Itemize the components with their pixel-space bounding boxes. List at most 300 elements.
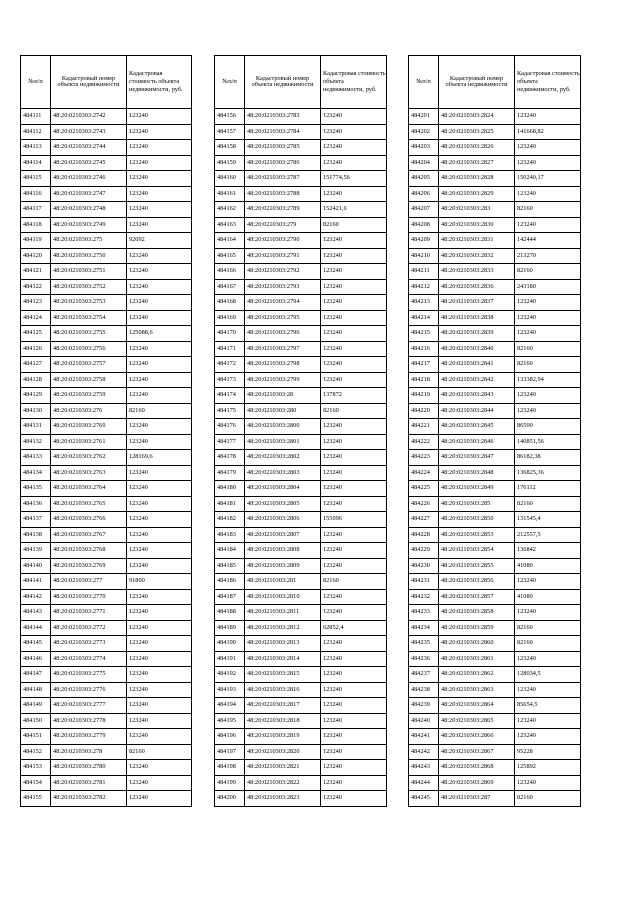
cadastral-number: 48:20:0210303:2807 [245,527,321,543]
cadastral-value: 86182,38 [515,450,581,466]
table-row [21,140,192,156]
table-row [215,543,387,559]
cadastral-value: 123240 [127,310,192,326]
cadastral-value: 123240 [127,775,192,791]
row-number: 484116 [21,186,51,202]
table-row [21,109,192,125]
table-header-row [409,56,581,109]
cadastral-number: 48:20:0210303:2742 [51,109,127,125]
cadastral-value: 82160 [515,496,581,512]
cadastral-number: 48:20:0210303:2785 [245,140,321,156]
row-number: 484170 [215,326,245,342]
cadastral-value: 123240 [515,388,581,404]
table-row [215,248,387,264]
cadastral-number: 48:20:0210303:28 [245,388,321,404]
cadastral-value: 133382,94 [515,372,581,388]
cadastral-value: 123240 [127,558,192,574]
cadastral-number: 48:20:0210303:2769 [51,558,127,574]
table-row [21,372,192,388]
cadastral-number: 48:20:0210303:2836 [439,279,515,295]
cadastral-number: 48:20:0210303:2855 [439,558,515,574]
cadastral-value: 123240 [321,140,387,156]
row-number: 484182 [215,512,245,528]
cadastral-value: 123240 [321,310,387,326]
cadastral-value: 123240 [515,310,581,326]
table-row [215,341,387,357]
row-number: 484197 [215,744,245,760]
table-row [215,155,387,171]
table-row [409,760,581,776]
table-row [21,248,192,264]
cadastral-value: 41080 [515,558,581,574]
table-row [21,171,192,187]
cadastral-number: 48:20:0210303:2858 [439,605,515,621]
cadastral-value: 123240 [127,636,192,652]
table-row [215,217,387,233]
cadastral-number: 48:20:0210303:281 [245,574,321,590]
cadastral-value: 150240,17 [515,171,581,187]
table-row [409,527,581,543]
cadastral-value: 123240 [321,713,387,729]
cadastral-value: 82160 [515,264,581,280]
cadastral-value: 123240 [321,667,387,683]
cadastral-number: 48:20:0210303:2841 [439,357,515,373]
row-number: 484198 [215,760,245,776]
table-row [409,419,581,435]
cadastral-value: 123240 [321,465,387,481]
table-row [21,496,192,512]
cadastral-value: 123240 [515,295,581,311]
cadastral-number: 48:20:0210303:2813 [245,636,321,652]
table-row [409,543,581,559]
row-number: 484124 [21,310,51,326]
header-cadastral-value: Кадастровая стоимость объекта недвижимости, руб. [127,56,192,109]
table-row [21,636,192,652]
cadastral-value: 123240 [127,791,192,807]
row-number: 484202 [409,124,439,140]
table-row [215,651,387,667]
table-row [409,682,581,698]
row-number: 484154 [21,775,51,791]
table-row [215,589,387,605]
row-number: 484137 [21,512,51,528]
cadastral-value: 82160 [515,636,581,652]
row-number: 484157 [215,124,245,140]
row-number: 484171 [215,341,245,357]
cadastral-value: 212557,5 [515,527,581,543]
cadastral-value: 123240 [321,527,387,543]
table-row [409,217,581,233]
cadastral-value: 82160 [515,620,581,636]
row-number: 484190 [215,636,245,652]
cadastral-value: 123240 [515,682,581,698]
cadastral-value: 82160 [127,744,192,760]
cadastral-number: 48:20:0210303:2811 [245,605,321,621]
table-row [409,791,581,807]
cadastral-number: 48:20:0210303:2784 [245,124,321,140]
row-number: 484192 [215,667,245,683]
cadastral-table-1 [20,55,192,807]
table-row [21,527,192,543]
row-number: 484111 [21,109,51,125]
cadastral-number: 48:20:0210303:2752 [51,279,127,295]
cadastral-value: 92092 [127,233,192,249]
cadastral-value: 123240 [127,372,192,388]
row-number: 484239 [409,698,439,714]
row-number: 484115 [21,171,51,187]
cadastral-value: 82160 [515,791,581,807]
table-row [409,512,581,528]
cadastral-value: 123240 [321,419,387,435]
row-number: 484238 [409,682,439,698]
table-row [21,605,192,621]
table-row [215,388,387,404]
cadastral-number: 48:20:0210303:2804 [245,481,321,497]
cadastral-number: 48:20:0210303:2772 [51,620,127,636]
cadastral-value: 243180 [515,279,581,295]
cadastral-number: 48:20:0210303:2764 [51,481,127,497]
row-number: 484129 [21,388,51,404]
table-row [215,109,387,125]
table-row [215,233,387,249]
header-cadastral-value: Кадастровая стоимость объекта недвижимости, руб. [515,56,581,109]
cadastral-number: 48:20:0210303:2759 [51,388,127,404]
cadastral-number: 48:20:0210303:2767 [51,527,127,543]
row-number: 484228 [409,527,439,543]
table-row [21,124,192,140]
row-number: 484127 [21,357,51,373]
cadastral-value: 123240 [127,124,192,140]
header-cadastral-number: Кадастровый номер объекта недвижимости [439,56,515,109]
cadastral-number: 48:20:0210303:2796 [245,326,321,342]
row-number: 484224 [409,465,439,481]
cadastral-number: 48:20:0210303:2831 [439,233,515,249]
cadastral-value: 123240 [321,233,387,249]
table-row [215,202,387,218]
cadastral-number: 48:20:0210303:2800 [245,419,321,435]
row-number: 484205 [409,171,439,187]
table-row [409,775,581,791]
table-row [215,279,387,295]
cadastral-number: 48:20:0210303:2816 [245,682,321,698]
table-row [215,186,387,202]
cadastral-number: 48:20:0210303:2838 [439,310,515,326]
table-row [409,744,581,760]
cadastral-value: 82160 [515,202,581,218]
row-number: 484147 [21,667,51,683]
table-row [409,496,581,512]
table-row [409,450,581,466]
cadastral-value: 125892 [515,760,581,776]
table-row [21,295,192,311]
cadastral-value: 123240 [127,279,192,295]
table-row [409,372,581,388]
table-row [409,636,581,652]
row-number: 484168 [215,295,245,311]
cadastral-value: 151774,56 [321,171,387,187]
row-number: 484222 [409,434,439,450]
cadastral-value: 82160 [321,574,387,590]
cadastral-number: 48:20:0210303:2832 [439,248,515,264]
row-number: 484122 [21,279,51,295]
cadastral-number: 48:20:0210303:2820 [245,744,321,760]
row-number: 484236 [409,651,439,667]
row-number: 484179 [215,465,245,481]
cadastral-value: 123240 [127,698,192,714]
table-row [21,186,192,202]
row-number: 484210 [409,248,439,264]
cadastral-value: 213270 [515,248,581,264]
cadastral-number: 48:20:0210303:2864 [439,698,515,714]
cadastral-number: 48:20:0210303:2797 [245,341,321,357]
table-row [215,357,387,373]
cadastral-value: 123240 [127,434,192,450]
row-number: 484141 [21,574,51,590]
row-number: 484211 [409,264,439,280]
cadastral-number: 48:20:0210303:2845 [439,419,515,435]
cadastral-value: 123240 [127,651,192,667]
cadastral-number: 48:20:0210303:2763 [51,465,127,481]
table-header-row [215,56,387,109]
header-cadastral-number: Кадастровый номер объекта недвижимости [51,56,127,109]
cadastral-number: 48:20:0210303:2745 [51,155,127,171]
table-row [215,729,387,745]
row-number: 484142 [21,589,51,605]
cadastral-value: 123240 [321,543,387,559]
row-number: 484240 [409,713,439,729]
cadastral-number: 48:20:0210303:2754 [51,310,127,326]
row-number: 484216 [409,341,439,357]
cadastral-number: 48:20:0210303:278 [51,744,127,760]
cadastral-value: 141668,82 [515,124,581,140]
cadastral-value: 123240 [321,124,387,140]
row-number: 484229 [409,543,439,559]
cadastral-value: 123240 [127,589,192,605]
table-row [21,558,192,574]
cadastral-number: 48:20:0210303:2814 [245,651,321,667]
table-row [409,310,581,326]
cadastral-number: 48:20:0210303:2826 [439,140,515,156]
row-number: 484241 [409,729,439,745]
row-number: 484155 [21,791,51,807]
cadastral-number: 48:20:0210303:2802 [245,450,321,466]
table-row [215,372,387,388]
cadastral-value: 123240 [127,341,192,357]
table-row [215,558,387,574]
cadastral-value: 123240 [321,155,387,171]
row-number: 484151 [21,729,51,745]
cadastral-number: 48:20:0210303:2801 [245,434,321,450]
row-number: 484194 [215,698,245,714]
cadastral-value: 123240 [515,651,581,667]
cadastral-value: 123240 [321,372,387,388]
row-number: 484160 [215,171,245,187]
cadastral-value: 123240 [127,481,192,497]
cadastral-value: 123240 [515,729,581,745]
cadastral-number: 48:20:0210303:2808 [245,543,321,559]
cadastral-value: 123240 [127,186,192,202]
table-row [215,450,387,466]
cadastral-value: 82160 [515,341,581,357]
cadastral-number: 48:20:0210303:2768 [51,543,127,559]
cadastral-table-3 [408,55,581,807]
cadastral-value: 123240 [127,682,192,698]
row-number: 484177 [215,434,245,450]
row-number: 484131 [21,419,51,435]
cadastral-value: 82160 [321,403,387,419]
cadastral-value: 136825,36 [515,465,581,481]
cadastral-number: 48:20:0210303:2805 [245,496,321,512]
row-number: 484117 [21,202,51,218]
cadastral-value: 95228 [515,744,581,760]
cadastral-number: 48:20:0210303:2755 [51,326,127,342]
table-row [409,341,581,357]
table-row [215,636,387,652]
cadastral-number: 48:20:0210303:2821 [245,760,321,776]
row-number: 484186 [215,574,245,590]
table-row [21,682,192,698]
cadastral-value: 123240 [321,760,387,776]
cadastral-value: 123240 [127,760,192,776]
row-number: 484144 [21,620,51,636]
cadastral-value: 123240 [127,202,192,218]
row-number: 484235 [409,636,439,652]
cadastral-number: 48:20:0210303:2744 [51,140,127,156]
table-row [215,698,387,714]
table-row [409,202,581,218]
table-row [215,744,387,760]
table-row [409,171,581,187]
cadastral-value: 123240 [127,713,192,729]
cadastral-number: 48:20:0210303:2799 [245,372,321,388]
cadastral-number: 48:20:0210303:2847 [439,450,515,466]
cadastral-number: 48:20:0210303:2793 [245,279,321,295]
table-row [21,481,192,497]
row-number: 484128 [21,372,51,388]
cadastral-value: 140851,56 [515,434,581,450]
cadastral-number: 48:20:0210303:2865 [439,713,515,729]
row-number: 484200 [215,791,245,807]
cadastral-value: 136842 [515,543,581,559]
table-row [409,264,581,280]
row-number: 484165 [215,248,245,264]
row-number: 484223 [409,450,439,466]
table-row [409,155,581,171]
cadastral-value: 123240 [127,419,192,435]
table-row [21,791,192,807]
row-number: 484209 [409,233,439,249]
cadastral-number: 48:20:0210303:277 [51,574,127,590]
cadastral-value: 82160 [127,403,192,419]
cadastral-number: 48:20:0210303:2779 [51,729,127,745]
cadastral-number: 48:20:0210303:2795 [245,310,321,326]
cadastral-value: 123240 [127,465,192,481]
cadastral-number: 48:20:0210303:2803 [245,465,321,481]
cadastral-number: 48:20:0210303:2790 [245,233,321,249]
cadastral-value: 91800 [127,574,192,590]
cadastral-value: 123240 [515,403,581,419]
table-row [409,124,581,140]
cadastral-number: 48:20:0210303:2815 [245,667,321,683]
row-number: 484173 [215,372,245,388]
cadastral-number: 48:20:0210303:2837 [439,295,515,311]
table-row [409,651,581,667]
cadastral-value: 62852,4 [321,620,387,636]
row-number: 484125 [21,326,51,342]
cadastral-value: 152421,6 [321,202,387,218]
table-row [215,760,387,776]
cadastral-value: 82160 [515,357,581,373]
cadastral-value: 123240 [321,109,387,125]
cadastral-value: 123240 [127,620,192,636]
row-number: 484166 [215,264,245,280]
row-number: 484243 [409,760,439,776]
table-row [21,775,192,791]
table-row [409,186,581,202]
cadastral-value: 176112 [515,481,581,497]
row-number: 484153 [21,760,51,776]
cadastral-number: 48:20:0210303:2857 [439,589,515,605]
cadastral-number: 48:20:0210303:2848 [439,465,515,481]
cadastral-value: 123240 [515,140,581,156]
cadastral-value: 123240 [515,186,581,202]
cadastral-value: 123240 [127,140,192,156]
row-number: 484148 [21,682,51,698]
row-number: 484143 [21,605,51,621]
cadastral-value: 123240 [127,543,192,559]
cadastral-number: 48:20:0210303:2839 [439,326,515,342]
cadastral-number: 48:20:0210303:2824 [439,109,515,125]
table-row [409,589,581,605]
cadastral-number: 48:20:0210303:2774 [51,651,127,667]
row-number: 484230 [409,558,439,574]
cadastral-value: 123240 [515,605,581,621]
cadastral-value: 123240 [127,264,192,280]
cadastral-number: 48:20:0210303:276 [51,403,127,419]
row-number: 484174 [215,388,245,404]
cadastral-number: 48:20:0210303:2770 [51,589,127,605]
row-number: 484132 [21,434,51,450]
row-number: 484112 [21,124,51,140]
cadastral-value: 123240 [321,326,387,342]
cadastral-number: 48:20:0210303:2787 [245,171,321,187]
row-number: 484199 [215,775,245,791]
row-number: 484220 [409,403,439,419]
row-number: 484226 [409,496,439,512]
cadastral-number: 48:20:0210303:2743 [51,124,127,140]
row-number: 484126 [21,341,51,357]
cadastral-number: 48:20:0210303:2798 [245,357,321,373]
row-number: 484187 [215,589,245,605]
row-number: 484163 [215,217,245,233]
table-row [21,698,192,714]
row-number: 484242 [409,744,439,760]
cadastral-number: 48:20:0210303:2783 [245,109,321,125]
row-number: 484162 [215,202,245,218]
row-number: 484219 [409,388,439,404]
cadastral-value: 123240 [127,388,192,404]
cadastral-number: 48:20:0210303:2751 [51,264,127,280]
cadastral-number: 48:20:0210303:2776 [51,682,127,698]
cadastral-number: 48:20:0210303:2850 [439,512,515,528]
cadastral-value: 123240 [515,109,581,125]
table-row [409,465,581,481]
cadastral-number: 48:20:0210303:2830 [439,217,515,233]
row-number: 484149 [21,698,51,714]
row-number: 484167 [215,279,245,295]
cadastral-number: 48:20:0210303:2781 [51,775,127,791]
cadastral-number: 48:20:0210303:2775 [51,667,127,683]
